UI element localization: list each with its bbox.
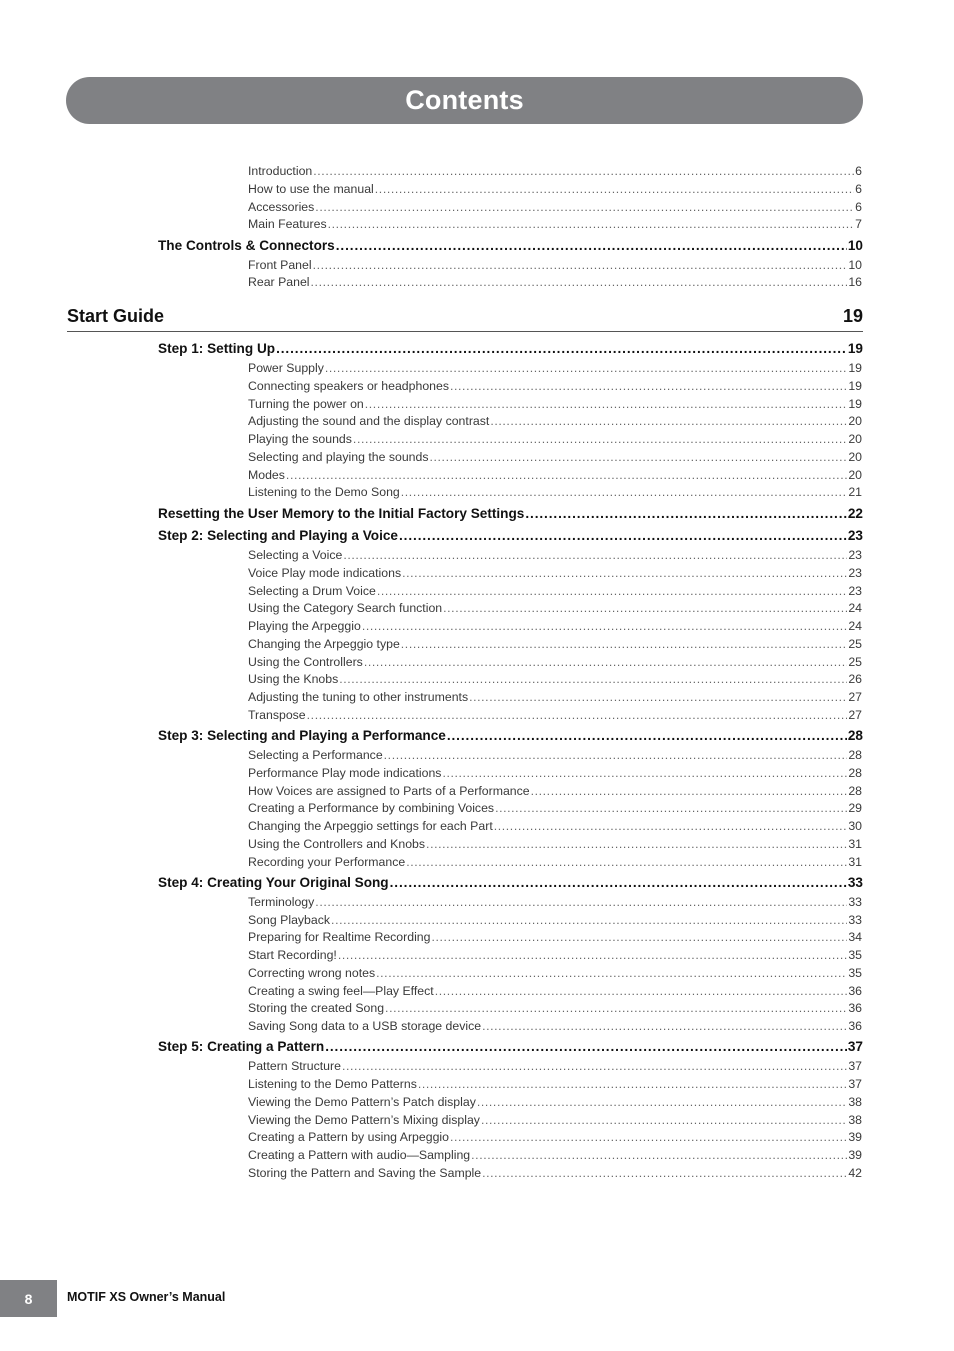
toc-entry-label: Selecting a Voice: [248, 548, 343, 562]
toc-entry[interactable]: [248, 672, 862, 686]
toc-chapter-entry[interactable]: [158, 875, 863, 890]
toc-entry-label: Resetting the User Memory to the Initial Factory Settings: [158, 505, 525, 521]
page-title: Contents: [405, 85, 524, 115]
toc-entry-label: Recording your Performance: [248, 854, 406, 869]
toc-entry[interactable]: [248, 1148, 862, 1162]
toc-entry[interactable]: [248, 450, 862, 464]
dot-leader: [430, 450, 848, 464]
toc-entry-page: 27: [848, 690, 862, 704]
toc-entry-page: 28: [847, 728, 863, 743]
dot-leader: [364, 655, 847, 669]
footer-manual-title: MOTIF XS Owner’s Manual: [67, 1290, 226, 1304]
toc-chapter-entry[interactable]: [158, 341, 863, 356]
toc-entry-label: Using the Knobs: [248, 672, 339, 687]
toc-entry-label: How to use the manual: [248, 181, 374, 196]
toc-entry-page: 28: [848, 765, 862, 780]
toc-entry-page: 23: [847, 528, 863, 543]
toc-entry-label: Viewing the Demo Pattern’s Patch display: [248, 1094, 476, 1109]
toc-entry-label: Step 2: Selecting and Playing a Voice: [158, 528, 398, 543]
dot-leader: [384, 748, 848, 762]
toc-entry-page: 33: [847, 874, 863, 890]
dot-leader: [525, 506, 847, 521]
toc-entry[interactable]: [248, 468, 862, 482]
toc-entry-page: 37: [848, 1059, 862, 1074]
toc-entry[interactable]: [248, 361, 862, 375]
toc-entry-label: Changing the Arpeggio settings for each Part: [248, 819, 493, 833]
toc-entry-label: Using the Category Search function: [248, 601, 443, 616]
toc-entry-page: 19: [848, 396, 862, 411]
dot-leader: [313, 258, 848, 272]
toc-entry-page: 38: [848, 1094, 862, 1109]
toc-entry[interactable]: [248, 485, 862, 499]
toc-entry-label: The Controls & Connectors: [158, 237, 335, 253]
toc-entry-label: Changing the Arpeggio type: [248, 636, 400, 651]
toc-entry-label: Creating a Pattern with audio—Sampling: [248, 1148, 471, 1162]
toc-entry-page: 25: [848, 636, 862, 651]
toc-entry-page: 33: [848, 894, 862, 909]
toc-entry-page: 25: [848, 654, 862, 669]
toc-entry[interactable]: [248, 584, 862, 598]
toc-entry[interactable]: [248, 397, 862, 411]
toc-entry[interactable]: [248, 930, 862, 944]
dot-leader: [376, 966, 847, 980]
dot-leader: [406, 855, 847, 869]
dot-leader: [443, 601, 847, 615]
toc-entry-label: Creating a swing feel—Play Effect: [248, 983, 434, 998]
toc-entry-page: 29: [848, 801, 862, 816]
toc-entry-page: 27: [848, 707, 862, 722]
dot-leader: [450, 1130, 847, 1144]
toc-entry-page: 28: [848, 748, 862, 762]
toc-entry[interactable]: [248, 948, 862, 962]
toc-entry-label: Step 1: Setting Up: [158, 341, 276, 356]
toc-entry-page: 34: [848, 930, 862, 945]
toc-entry-label: Listening to the Demo Song: [248, 485, 400, 500]
toc-entry-page: 39: [848, 1148, 862, 1162]
dot-leader: [418, 1077, 847, 1091]
dot-leader: [375, 182, 854, 196]
toc-entry[interactable]: [248, 1130, 862, 1144]
dot-leader: [401, 485, 848, 499]
dot-leader: [338, 948, 847, 962]
toc-entry-label: Saving Song data to a USB storage device: [248, 1019, 482, 1033]
toc-entry-label: Accessories: [248, 199, 315, 214]
toc-entry-label: Step 5: Creating a Pattern: [158, 1039, 325, 1055]
toc-entry-page: 35: [848, 965, 862, 980]
toc-entry[interactable]: [248, 1077, 862, 1091]
toc-entry-page: 39: [848, 1130, 862, 1145]
toc-entry[interactable]: [248, 708, 862, 722]
dot-leader: [494, 819, 848, 833]
toc-entry-label: Using the Controllers and Knobs: [248, 836, 426, 851]
toc-entry[interactable]: [248, 619, 862, 633]
dot-leader: [477, 1095, 847, 1109]
toc-entry-page: 19: [848, 361, 862, 375]
toc-entry[interactable]: [248, 766, 862, 780]
toc-entry-page: 37: [848, 1077, 862, 1091]
dot-leader: [286, 468, 847, 482]
toc-entry-page: 35: [848, 948, 862, 962]
dot-leader: [336, 238, 847, 253]
toc-entry-label: Adjusting the sound and the display contrast: [248, 414, 490, 429]
toc-entry-label: Playing the sounds: [248, 432, 352, 446]
toc-entry-page: 23: [848, 583, 862, 598]
toc-entry[interactable]: [248, 548, 862, 562]
toc-entry[interactable]: [248, 690, 862, 704]
dot-leader: [432, 930, 848, 944]
toc-entry-label: Step 3: Selecting and Playing a Performance: [158, 728, 446, 743]
toc-entry[interactable]: [248, 432, 862, 446]
toc-entry-page: 23: [848, 548, 862, 562]
dot-leader: [481, 1113, 847, 1127]
dot-leader: [276, 341, 847, 356]
dot-leader: [311, 275, 848, 289]
toc-entry-page: 31: [848, 836, 862, 851]
toc-entry-label: Using the Controllers: [248, 654, 363, 669]
toc-entry-label: Playing the Arpeggio: [248, 619, 361, 633]
toc-entry-label: Start Recording!: [248, 948, 337, 962]
toc-chapter-entry[interactable]: [158, 238, 863, 253]
toc-entry-page: 7: [855, 217, 862, 232]
toc-entry[interactable]: [248, 1166, 862, 1180]
toc-entry-page: 36: [848, 1001, 862, 1016]
toc-entry-label: Turning the power on: [248, 396, 364, 411]
toc-entry-page: 23: [848, 565, 862, 580]
dot-leader: [531, 784, 848, 798]
toc-entry-page: 31: [848, 854, 862, 869]
dot-leader: [469, 690, 847, 704]
contents-banner: [66, 77, 863, 124]
dot-leader: [450, 379, 847, 393]
dot-leader: [426, 837, 847, 851]
dot-leader: [447, 728, 847, 743]
dot-leader: [482, 1166, 847, 1180]
dot-leader: [399, 528, 847, 543]
toc-entry[interactable]: [248, 217, 862, 231]
toc-entry-page: 20: [848, 432, 862, 446]
toc-entry-label: Step 4: Creating Your Original Song: [158, 874, 389, 890]
dot-leader: [490, 414, 847, 428]
toc-entry[interactable]: [248, 566, 862, 580]
toc-entry-page: 6: [855, 181, 862, 196]
dot-leader: [377, 584, 847, 598]
toc-entry-label: Main Features: [248, 217, 327, 232]
toc-chapter-entry[interactable]: [158, 506, 863, 521]
toc-entry-label: Selecting a Drum Voice: [248, 583, 376, 598]
toc-entry-label: Pattern Structure: [248, 1059, 341, 1074]
toc-entry-label: Transpose: [248, 707, 306, 722]
toc-entry-label: Creating a Performance by combining Voices: [248, 801, 495, 816]
toc-entry[interactable]: [248, 1001, 862, 1015]
toc-entry-page: 22: [847, 505, 863, 521]
toc-entry[interactable]: [248, 1113, 862, 1127]
toc-entry[interactable]: [248, 414, 862, 428]
dot-leader: [495, 801, 847, 815]
toc-entry-page: 10: [847, 237, 863, 253]
toc-entry-label: Performance Play mode indications: [248, 765, 442, 780]
section-heading: [67, 306, 863, 332]
dot-leader: [343, 548, 847, 562]
toc-entry-page: 36: [848, 1019, 862, 1033]
toc-entry-label: Storing the Pattern and Saving the Sample: [248, 1165, 482, 1180]
toc-entry-page: 19: [848, 378, 862, 393]
toc-entry-label: Introduction: [248, 164, 313, 178]
dot-leader: [385, 1001, 847, 1015]
footer-page-number: 8: [0, 1280, 57, 1317]
toc-entry-page: 20: [848, 467, 862, 482]
dot-leader: [435, 984, 848, 998]
toc-entry-label: Selecting a Performance: [248, 748, 383, 762]
toc-entry-label: Power Supply: [248, 361, 324, 375]
toc-entry-label: Connecting speakers or headphones: [248, 378, 449, 393]
toc-entry[interactable]: [248, 637, 862, 651]
toc-entry[interactable]: [248, 801, 862, 815]
toc-entry-page: 37: [847, 1039, 863, 1055]
toc-entry-label: Creating a Pattern by using Arpeggio: [248, 1130, 449, 1145]
toc-entry-page: 21: [848, 485, 862, 500]
section-page: 19: [842, 306, 863, 326]
dot-leader: [315, 200, 854, 214]
toc-chapter-entry[interactable]: [158, 728, 863, 743]
toc-entry-page: 19: [847, 341, 863, 356]
toc-entry-page: 30: [848, 819, 862, 833]
toc-entry-label: Rear Panel: [248, 275, 310, 290]
toc-entry-page: 42: [848, 1165, 862, 1180]
toc-entry[interactable]: [248, 913, 862, 927]
toc-entry[interactable]: [248, 784, 862, 798]
toc-entry-label: Selecting and playing the sounds: [248, 449, 429, 464]
section-title: Start Guide: [67, 306, 165, 326]
toc-entry-page: 20: [848, 449, 862, 464]
dot-leader: [442, 766, 847, 780]
toc-entry-label: Terminology: [248, 894, 315, 909]
dot-leader: [365, 397, 848, 411]
dot-leader: [342, 1059, 847, 1073]
dot-leader: [325, 361, 847, 375]
toc-entry[interactable]: [248, 275, 862, 289]
toc-entry[interactable]: [248, 819, 862, 833]
dot-leader: [390, 875, 847, 890]
toc-entry[interactable]: [248, 984, 862, 998]
toc-entry[interactable]: [248, 379, 862, 393]
toc-entry-label: Song Playback: [248, 912, 331, 927]
dot-leader: [315, 895, 847, 909]
toc-entry-label: Storing the created Song: [248, 1001, 385, 1016]
toc-entry[interactable]: [248, 748, 862, 762]
dot-leader: [401, 637, 848, 651]
toc-entry[interactable]: [248, 1059, 862, 1073]
toc-entry-label: Preparing for Realtime Recording: [248, 930, 431, 945]
toc-entry[interactable]: [248, 182, 862, 196]
toc-entry[interactable]: [248, 895, 862, 909]
toc-entry[interactable]: [248, 164, 862, 178]
toc-entry-label: Correcting wrong notes: [248, 965, 376, 980]
dot-leader: [339, 672, 847, 686]
toc-entry[interactable]: [248, 601, 862, 615]
toc-entry-page: 6: [855, 164, 862, 178]
dot-leader: [482, 1019, 847, 1033]
toc-chapter-entry[interactable]: [158, 528, 863, 543]
toc-entry-label: Viewing the Demo Pattern’s Mixing display: [248, 1112, 480, 1127]
toc-entry[interactable]: [248, 966, 862, 980]
toc-entry[interactable]: [248, 837, 862, 851]
toc-entry[interactable]: [248, 855, 862, 869]
dot-leader: [313, 164, 854, 178]
toc-entry-page: 24: [848, 619, 862, 633]
toc-entry-page: 38: [848, 1112, 862, 1127]
dot-leader: [402, 566, 847, 580]
toc-entry-page: 24: [848, 601, 862, 616]
toc-entry[interactable]: [248, 1095, 862, 1109]
toc-entry[interactable]: [248, 655, 862, 669]
dot-leader: [331, 913, 847, 927]
toc-entry-label: Adjusting the tuning to other instruments: [248, 690, 469, 704]
dot-leader: [362, 619, 848, 633]
toc-entry-page: 28: [848, 783, 862, 798]
dot-leader: [471, 1148, 847, 1162]
toc-entry[interactable]: [248, 1019, 862, 1033]
toc-entry-page: 10: [848, 257, 862, 272]
toc-entry-label: Modes: [248, 467, 285, 482]
toc-entry-label: Listening to the Demo Patterns: [248, 1077, 417, 1091]
dot-leader: [353, 432, 847, 446]
dot-leader: [307, 708, 848, 722]
toc-entry-page: 36: [848, 983, 862, 998]
toc-entry-page: 6: [855, 199, 862, 214]
toc-entry-page: 20: [848, 414, 862, 429]
toc-entry-page: 33: [848, 912, 862, 927]
toc-entry-label: How Voices are assigned to Parts of a Performance: [248, 783, 530, 798]
dot-leader: [328, 217, 855, 231]
toc-chapter-entry[interactable]: [158, 1039, 863, 1054]
toc-entry-label: Front Panel: [248, 257, 312, 272]
dot-leader: [325, 1039, 847, 1054]
toc-entry[interactable]: [248, 258, 862, 272]
toc-entry-label: Voice Play mode indications: [248, 565, 402, 580]
toc-entry-page: 26: [848, 672, 862, 687]
toc-entry[interactable]: [248, 200, 862, 214]
toc-entry-page: 16: [848, 275, 862, 290]
